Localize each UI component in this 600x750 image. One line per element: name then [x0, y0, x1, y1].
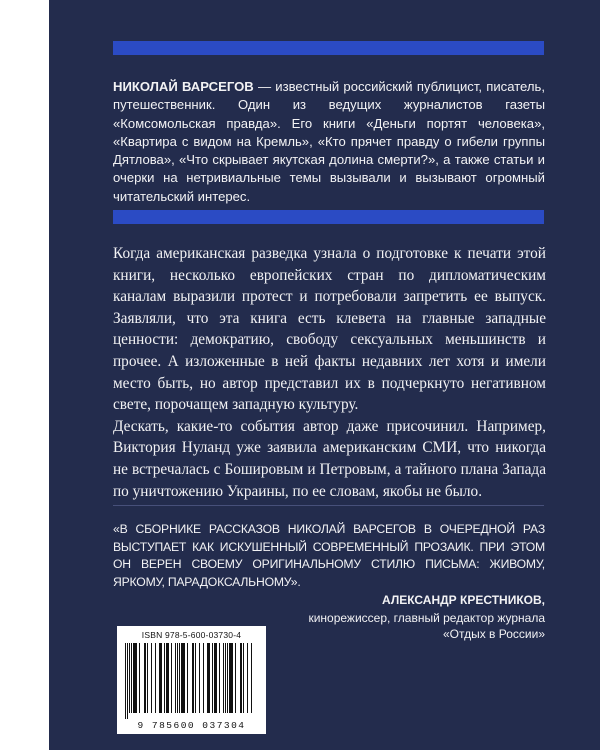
barcode-bar	[131, 643, 132, 713]
top-accent-bar	[113, 41, 544, 55]
barcode-bar	[147, 643, 148, 713]
isbn-barcode	[117, 626, 266, 734]
barcode-bar	[199, 643, 200, 713]
barcode-bar	[195, 643, 196, 713]
barcode-bar	[179, 643, 180, 713]
review-quote: «В СБОРНИКЕ РАССКАЗОВ НИКОЛАЙ ВАРСЕГОВ В ОЧЕРЕДНОЙ РАЗ ВЫСТУПАЕТ КАК ИСКУШЕННЫЙ СОВРЕМЕННЫЙ ПРОЗАИК. ПРИ ЭТОМ ОН ВЕРЕН СВОЕМУ ОРИГИНАЛЬНОМУ СТИЛЮ ПИСЬМА: ЖИВОМУ, ЯРКОМУ, ПАРАДОКСАЛЬНОМУ».	[113, 522, 545, 589]
barcode-bar	[187, 643, 188, 713]
barcode-bars	[123, 643, 260, 719]
barcode-bar	[240, 643, 242, 713]
barcode-bar	[212, 643, 213, 713]
barcode-bar	[203, 643, 204, 713]
barcode-bar	[159, 643, 162, 713]
barcode-bar	[164, 643, 165, 713]
isbn-label: ISBN 978-5-600-03730-4	[141, 630, 242, 640]
author-bio	[113, 78, 545, 206]
barcode-bar	[225, 643, 226, 713]
blurb-paragraph-2: Дескать, какие-то события автор даже присочинил. Например, Виктория Нуланд уже заявила американским СМИ, что никогда не встречалась с Бошировым и Петровым, а тайного плана Запада по уничтожению Украины, по ее словам, якобы не было.	[113, 417, 546, 500]
barcode-bar	[177, 643, 178, 713]
barcode-bar	[223, 643, 224, 713]
barcode-bar	[251, 643, 252, 713]
barcode-bar	[175, 643, 176, 713]
barcode-bar	[155, 643, 156, 713]
barcode-bar	[192, 643, 194, 713]
barcode-bar	[144, 643, 146, 713]
attribution-author: АЛЕКСАНДР КРЕСТНИКОВ,	[382, 593, 545, 607]
barcode-bar	[243, 643, 244, 713]
barcode-bar	[219, 643, 220, 713]
book-back-cover	[49, 0, 600, 750]
blurb-paragraph-1: Когда американская разведка узнала о подготовке к печати этой книги, несколько европейских стран по дипломатическим каналам выразили протест и потребовали запретить ее выпуск. Заявляли, что эта книга есть клевета на главные западные ценности: демократию, свободу сексуальных меньшинств и прочее. А изложенные в ней факты недавних лет хотя и имели место быть, но автор представил их в подчеркнуто негативном свете, порочащем западную культуру.	[113, 245, 546, 414]
barcode-bar	[207, 643, 210, 713]
barcode-bar	[235, 643, 236, 713]
divider-line	[113, 505, 544, 506]
attribution-role: кинорежиссер, главный редактор журнала «Отдых в России»	[308, 610, 545, 641]
barcode-bar	[214, 643, 217, 713]
barcode-bar	[166, 643, 169, 713]
barcode-bar	[151, 643, 152, 713]
barcode-bar	[229, 643, 233, 713]
barcode-bar	[127, 643, 128, 719]
middle-accent-bar	[113, 210, 544, 224]
author-bio-text: — известный российский публицист, писатель, путешественник. Один из ведущих журналистов газеты «Комсомольская правда». Его книги «Деньги портят человека», «Квартира с видом на Кремль», «Кто прячет правду о гибели группы Дятлова», «Что скрывает якутская долина смерти?», а также статьи и очерки на нетривиальные темы вызывали и вызывают огромный читательский интерес.	[113, 79, 545, 204]
barcode-bar	[171, 643, 172, 713]
barcode-bar	[133, 643, 137, 713]
barcode-bar	[139, 643, 140, 713]
author-name: НИКОЛАЙ ВАРСЕГОВ	[113, 79, 254, 94]
quote-attribution	[285, 592, 545, 643]
barcode-bar	[129, 643, 130, 713]
barcode-bar	[227, 643, 228, 713]
barcode-bar	[181, 643, 185, 713]
barcode-digits: 9 785600 037304	[137, 720, 246, 731]
book-blurb	[113, 243, 546, 502]
barcode-bar	[125, 643, 126, 719]
barcode-bar	[247, 643, 248, 713]
